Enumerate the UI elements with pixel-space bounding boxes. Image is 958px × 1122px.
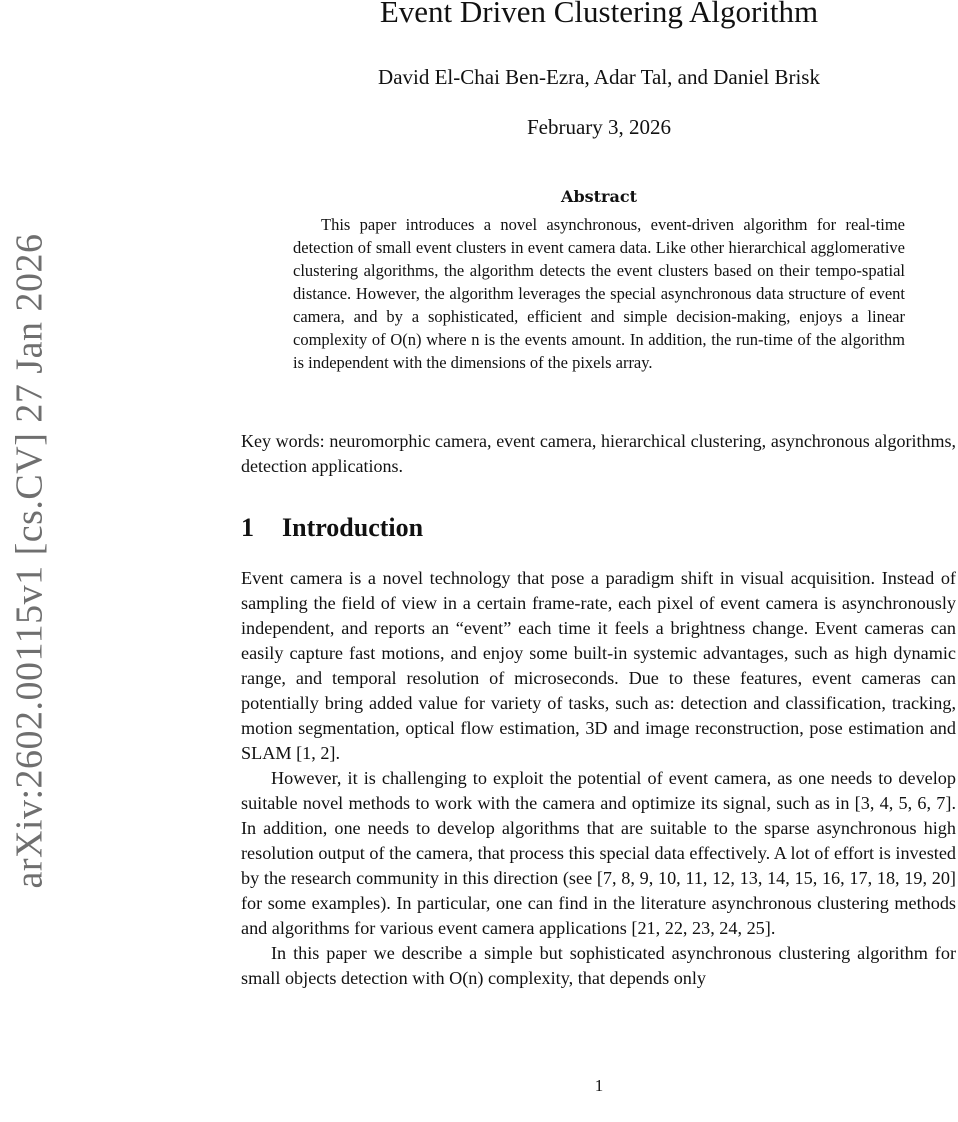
arxiv-identifier: arXiv:2602.00115v1 [cs.CV] 27 Jan 2026 [9,233,52,889]
body-paragraph: Event camera is a novel technology that pose a paradigm shift in visual acquisition. Instead of sampling the field of view in a certain frame-rate, each pixel of event camera is asynchronously independent, and reports an “event” each time it feels a brightness change. Event cameras can easily capture fast motions, and enjoy some built-in systemic advantages, such as high dynamic range, and temporal resolution of microseconds. Due to these features, event cameras can potentially bring added value for variety of tasks, such as: detection and classification, tracking, motion segmentation, optical flow estimation, 3D and image reconstruction, pose estimation and SLAM [1, 2]. [241,568,956,763]
paper-authors: David El-Chai Ben-Ezra, Adar Tal, and Daniel Brisk [378,65,820,89]
paper-title: Event Driven Clustering Algorithm [379,0,819,29]
section-body [241,566,956,991]
body-paragraph: However, it is challenging to exploit the potential of event camera, as one needs to develop suitable novel methods to work with the camera and optimize its signal, such as in [3, 4, 5, 6, 7]. In addition, one needs to develop algorithms that are suitable to the sparse asynchronous high resolution output of the camera, that process this special data effectively. A lot of effort is invested by the research community in this direction (see [7, 8, 9, 10, 11, 12, 13, 14, 15, 16, 17, 18, 19, 20] for some examples). In particular, one can find in the literature asynchronous clustering methods and algorithms for various event camera applications [21, 22, 23, 24, 25]. [241,768,956,938]
body-paragraph: In this paper we describe a simple but sophisticated asynchronous clustering algorithm for small objects detection with O(n) complexity, that depends only [241,943,956,988]
section-number: 1 [241,513,254,542]
abstract-heading: Abstract [561,187,637,206]
page-number: 1 [594,1076,604,1095]
section-heading [241,513,956,543]
paper-date: February 3, 2026 [526,115,672,139]
arxiv-sidebar-stamp [0,0,60,1122]
keywords: Key words: neuromorphic camera, event camera, hierarchical clustering, asynchronous algorithms, detection applications. [241,431,956,476]
abstract-text: This paper introduces a novel asynchronous, event-driven algorithm for real-time detection of small event clusters in event camera data. Like other hierarchical agglomerative clustering algorithms, the algorithm detects the event clusters based on their tempo-spatial distance. However, the algorithm leverages the special asynchronous data structure of event camera, and by a sophisticated, efficient and simple decision-making, enjoys a linear complexity of O(n) where n is the events amount. In addition, the run-time of the algorithm is independent with the dimensions of the pixels array. [293,215,905,372]
section-title: Introduction [282,513,424,542]
